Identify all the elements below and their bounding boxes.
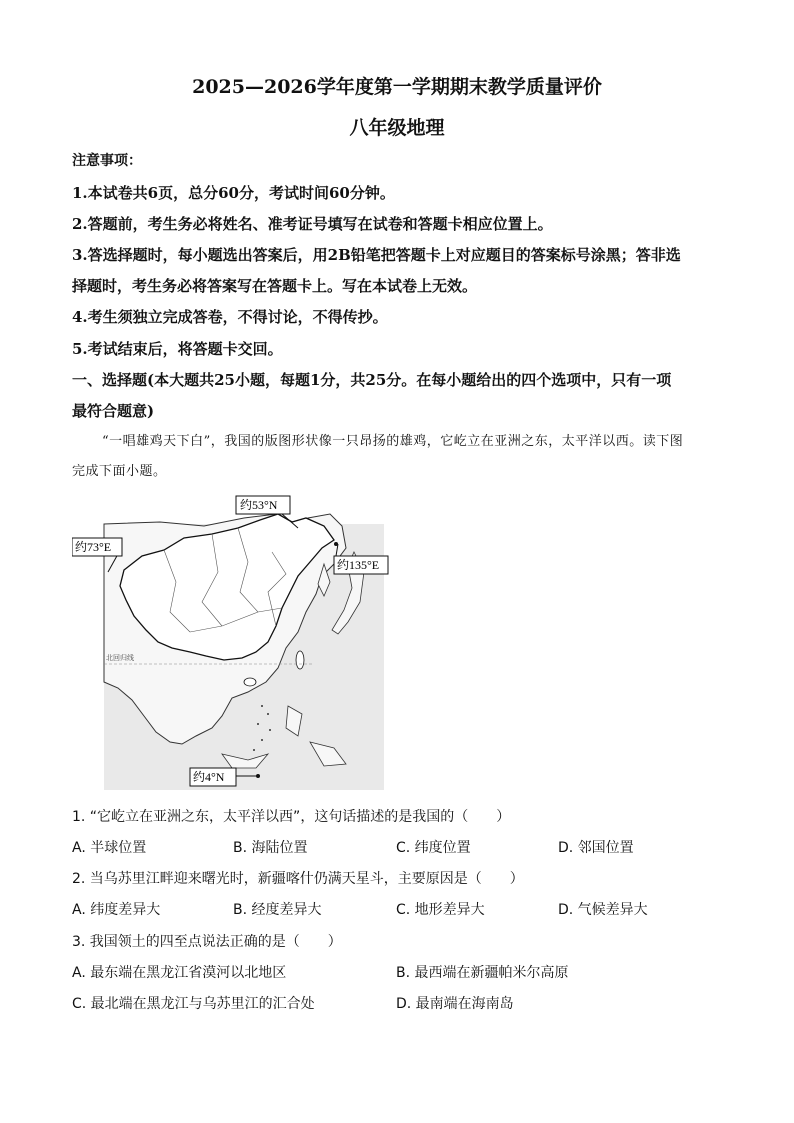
exam-title: 2025—2026学年度第一学期期末教学质量评价 (192, 76, 602, 98)
notice-heading: 注意事项： (72, 153, 142, 169)
question-2-option-d[interactable]: D. 气候差异大 (558, 902, 648, 918)
section-heading: 一、选择题(本大题共25小题，每题1分，共25分。在每小题给出的四个选项中，只有一项 (72, 371, 672, 389)
reading-passage (72, 427, 724, 487)
question-1-stem: 1. “它屹立在亚洲之东，太平洋以西”，这句话描述的是我国的（ ） (72, 809, 511, 825)
south-point-marker (256, 774, 260, 778)
hainan-island (244, 678, 256, 686)
notice-item: 择题时，考生务必将答案写在答题卡上。写在本试卷上无效。 (72, 277, 478, 295)
question-2-option-a[interactable]: A. 纬度差异大 (72, 902, 161, 918)
question-3-option-c[interactable]: C. 最北端在黑龙江与乌苏里江的汇合处 (72, 996, 315, 1012)
question-3-option-d[interactable]: D. 最南端在海南岛 (396, 996, 514, 1012)
tropic-label: 北回归线 (106, 654, 134, 662)
west-label: 约73°E (75, 540, 112, 554)
notice-item: 1.本试卷共6页，总分60分，考试时间60分钟。 (72, 184, 395, 202)
china-map (72, 492, 390, 792)
question-1-option-a[interactable]: A. 半球位置 (72, 840, 147, 856)
notice-item: 5.考试结束后，将答题卡交回。 (72, 340, 283, 358)
section-heading-cont: 最符合题意) (72, 402, 155, 420)
taiwan-island (296, 651, 304, 669)
question-1-option-c[interactable]: C. 纬度位置 (396, 840, 471, 856)
passage-line: “一唱雄鸡天下白”，我国的版图形状像一只昂扬的雄鸡，它屹立在亚洲之东，太平洋以西。读下图 (102, 434, 684, 449)
exam-subtitle: 八年级地理 (349, 117, 445, 139)
question-1-option-d[interactable]: D. 邻国位置 (558, 840, 634, 856)
question-2-option-b[interactable]: B. 经度差异大 (233, 902, 322, 918)
east-label: 约135°E (337, 558, 380, 572)
notice-item: 3.答选择题时，每小题选出答案后，用2B铅笔把答题卡上对应题目的答案标号涂黑；答非选 (72, 246, 681, 264)
notice-item: 2.答题前，考生务必将姓名、准考证号填写在试卷和答题卡相应位置上。 (72, 215, 553, 233)
question-3-stem: 3. 我国领土的四至点说法正确的是（ ） (72, 934, 342, 950)
question-3-option-b[interactable]: B. 最西端在新疆帕米尔高原 (396, 965, 569, 981)
south-label: 约4°N (193, 770, 225, 784)
north-label: 约53°N (240, 498, 278, 512)
passage-line: 完成下面小题。 (72, 464, 167, 479)
question-2-option-c[interactable]: C. 地形差异大 (396, 902, 485, 918)
east-point-marker (334, 542, 338, 546)
notice-item: 4.考生须独立完成答卷，不得讨论，不得传抄。 (72, 308, 388, 326)
question-1-option-b[interactable]: B. 海陆位置 (233, 840, 308, 856)
question-2-stem: 2. 当乌苏里江畔迎来曙光时，新疆喀什仍满天星斗，主要原因是（ ） (72, 871, 524, 887)
question-3-option-a[interactable]: A. 最东端在黑龙江省漠河以北地区 (72, 965, 287, 981)
china-map-figure (72, 492, 390, 792)
